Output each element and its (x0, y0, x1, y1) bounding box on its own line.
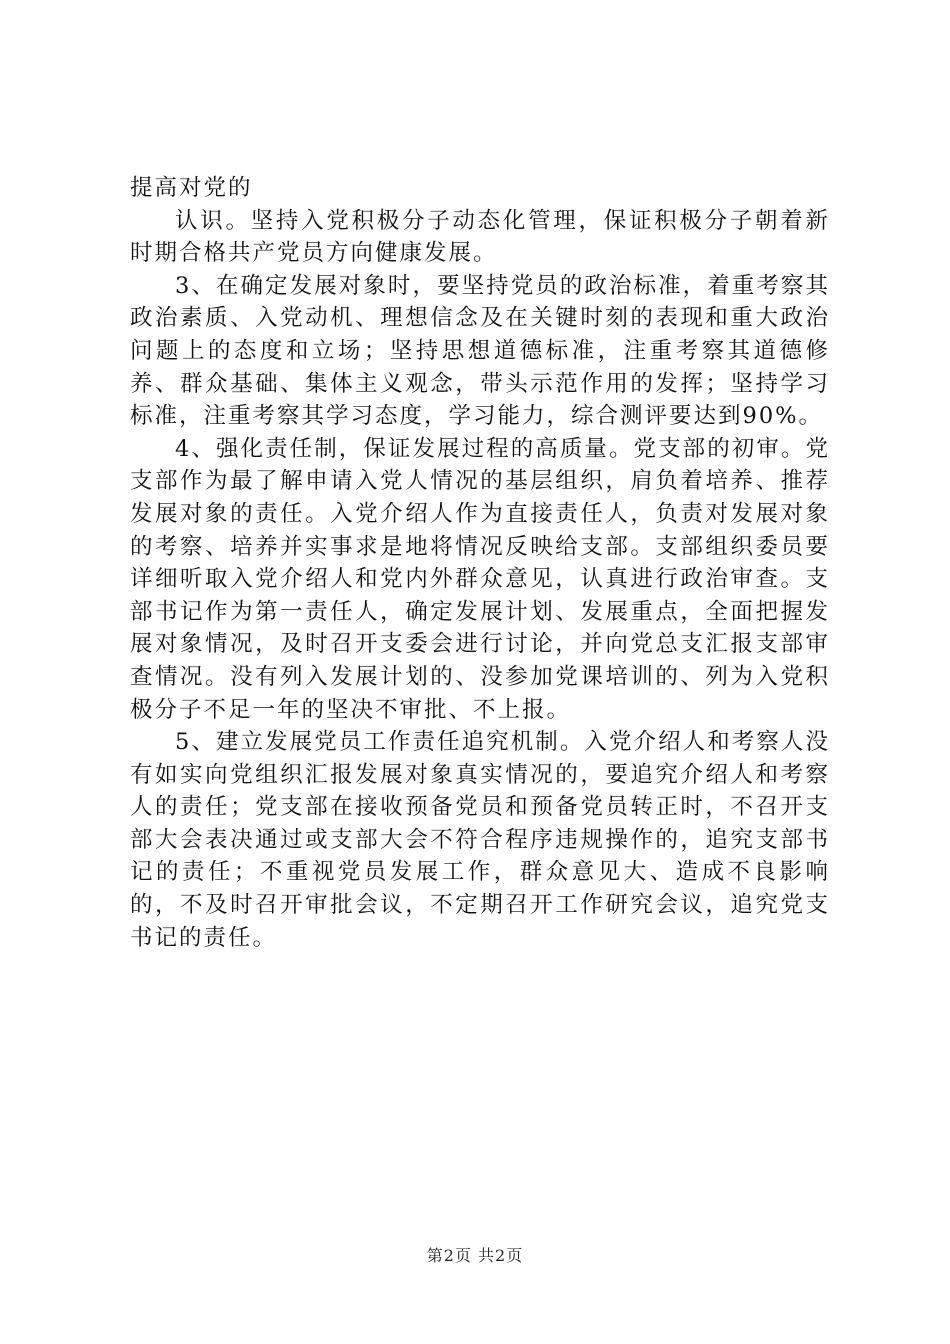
page-footer: 第2页 共2页 (426, 1246, 524, 1265)
document-body (130, 172, 830, 954)
paragraph-4: 4、强化责任制，保证发展过程的高质量。党支部的初审。党支部作为最了解申请入党人情况的基层组织，肩负着培养、推荐发展对象的责任。入党介绍人作为直接责任人，负责对发展对象的考察、培养并实事求是地将情况反映给支部。支部组织委员要详细听取入党介绍人和党内外群众意见，认真进行政治审查。支部书记作为第一责任人，确定发展计划、发展重点，全面把握发展对象情况，及时召开支委会进行讨论，并向党总支汇报支部审查情况。没有列入发展计划的、没参加党课培训的、列为入党积极分子不足一年的坚决不审批、不上报。 (130, 435, 830, 723)
paragraph-3: 3、在确定发展对象时，要坚持党员的政治标准，着重考察其政治素质、入党动机、理想信念及在关键时刻的表现和重大政治问题上的态度和立场；坚持思想道德标准，注重考察其道德修养、群众基础、集体主义观念，带头示范作用的发挥；坚持学习标准，注重考察其学习态度，学习能力，综合测评要达到90%。 (130, 272, 830, 430)
paragraph-continuation: 认识。坚持入党积极分子动态化管理，保证积极分子朝着新时期合格共产党员方向健康发展。 (130, 207, 830, 267)
paragraph-5: 5、建立发展党员工作责任追究机制。入党介绍人和考察人没有如实向党组织汇报发展对象真实情况的，要追究介绍人和考察人的责任；党支部在接收预备党员和预备党员转正时，不召开支部大会表决通过或支部大会不符合程序违规操作的，追究支部书记的责任；不重视党员发展工作，群众意见大、造成不良影响的，不及时召开审批会议，不定期召开工作研究会议，追究党支书记的责任。 (130, 729, 830, 951)
paragraph-fragment: 提高对党的 (130, 175, 253, 201)
